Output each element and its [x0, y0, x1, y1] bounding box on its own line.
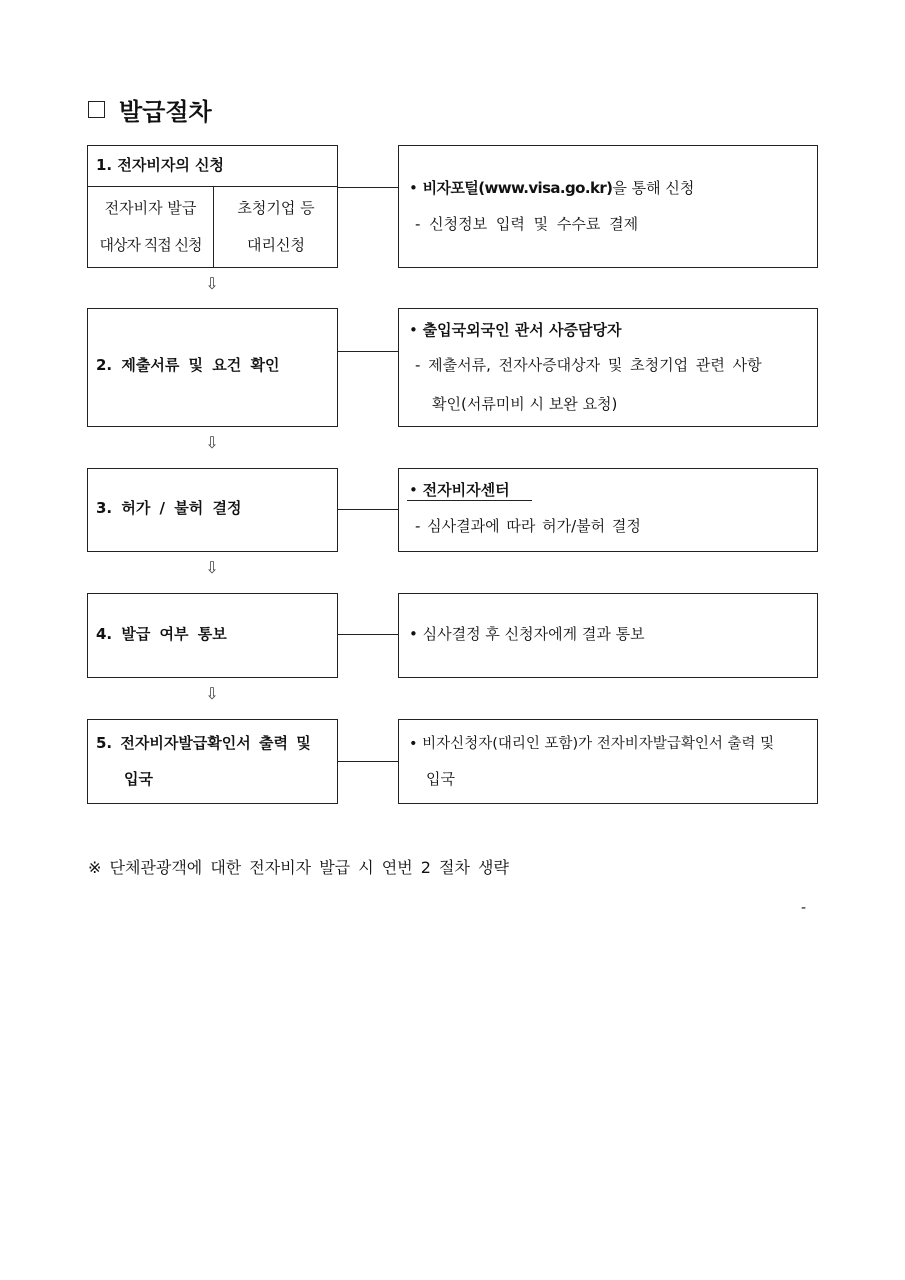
down-arrow-icon: ⇩: [205, 558, 219, 577]
section-heading: [88, 92, 212, 127]
step-5-box: [87, 719, 338, 804]
down-arrow-icon: ⇩: [205, 274, 219, 293]
step-2-title: 2. 제출서류 및 요건 확인: [96, 356, 280, 374]
step-1-sub-left-line-2: 대상자 직접 신청: [99, 236, 202, 254]
step-3-title: 3. 허가 / 불허 결정: [96, 499, 242, 517]
step-3-box: [87, 468, 338, 552]
step-4-box: [87, 593, 338, 678]
bullet: •: [409, 179, 418, 197]
checkbox-icon: [88, 101, 105, 118]
step-3-detail-box: [398, 468, 818, 552]
step-4-title: 4. 발급 여부 통보: [96, 625, 227, 643]
step-1-sub-right-line-1: 초청기업 등: [237, 199, 315, 217]
section-title: 발급절차: [119, 98, 212, 126]
step-4-detail-line-1: [409, 623, 645, 644]
step-5-title-line-2: 입국: [124, 770, 153, 788]
step-2-detail-line-3: 확인(서류미비 시 보완 요청): [432, 395, 618, 413]
step-5-detail-line-2: 입국: [426, 770, 455, 788]
step-2-detail-box: [398, 308, 818, 427]
step-3-detail-line-2: - 심사결과에 따라 허가/불허 결정: [415, 517, 641, 535]
page-mark: -: [801, 900, 807, 916]
step-2-detail-head: 출입국외국인 관서 사증담당자: [422, 321, 622, 339]
step-1-detail-line-2: - 신청정보 입력 및 수수료 결제: [415, 215, 639, 233]
step-5-detail-line-1: [409, 732, 774, 753]
step-1-detail-line-1: [409, 177, 694, 198]
step-2-connector: [338, 351, 399, 352]
step-3-connector: [338, 509, 399, 510]
step-1-sub-left-line-1: 전자비자 발급: [104, 199, 197, 217]
bullet: •: [409, 736, 418, 752]
step-3-head-underline: [407, 500, 532, 501]
bullet: •: [409, 481, 418, 499]
down-arrow-icon: ⇩: [205, 433, 219, 452]
step-5-connector: [338, 761, 399, 762]
step-2-box: [87, 308, 338, 427]
step-1-detail-head-tail: 을 통해 신청: [612, 179, 695, 197]
bullet: •: [409, 625, 418, 643]
step-3-detail-head: 전자비자센터: [422, 481, 510, 499]
step-5-title-line-1: 5. 전자비자발급확인서 출력 및: [96, 734, 311, 752]
step-1-detail-box: [398, 145, 818, 268]
footnote: ※ 단체관광객에 대한 전자비자 발급 시 연번 2 절차 생략: [88, 858, 509, 877]
step-2-detail-line-2: - 제출서류, 전자사증대상자 및 초청기업 관련 사항: [415, 356, 762, 374]
step-4-detail-box: [398, 593, 818, 678]
down-arrow-icon: ⇩: [205, 684, 219, 703]
step-2-detail-line-1: [409, 319, 621, 340]
step-1-detail-head: 비자포털(www.visa.go.kr): [422, 179, 613, 197]
step-3-detail-line-1: [409, 479, 510, 500]
step-5-detail-text: 비자신청자(대리인 포함)가 전자비자발급확인서 출력 및: [422, 736, 775, 752]
step-1-sub-right-line-2: 대리신청: [247, 236, 305, 254]
step-5-detail-box: [398, 719, 818, 804]
step-1-title: 1. 전자비자의 신청: [96, 156, 225, 174]
step-1-box: [87, 145, 338, 268]
step-4-connector: [338, 634, 399, 635]
step-4-detail-text: 심사결정 후 신청자에게 결과 통보: [422, 625, 645, 643]
step-1-connector: [338, 187, 399, 188]
bullet: •: [409, 321, 418, 339]
